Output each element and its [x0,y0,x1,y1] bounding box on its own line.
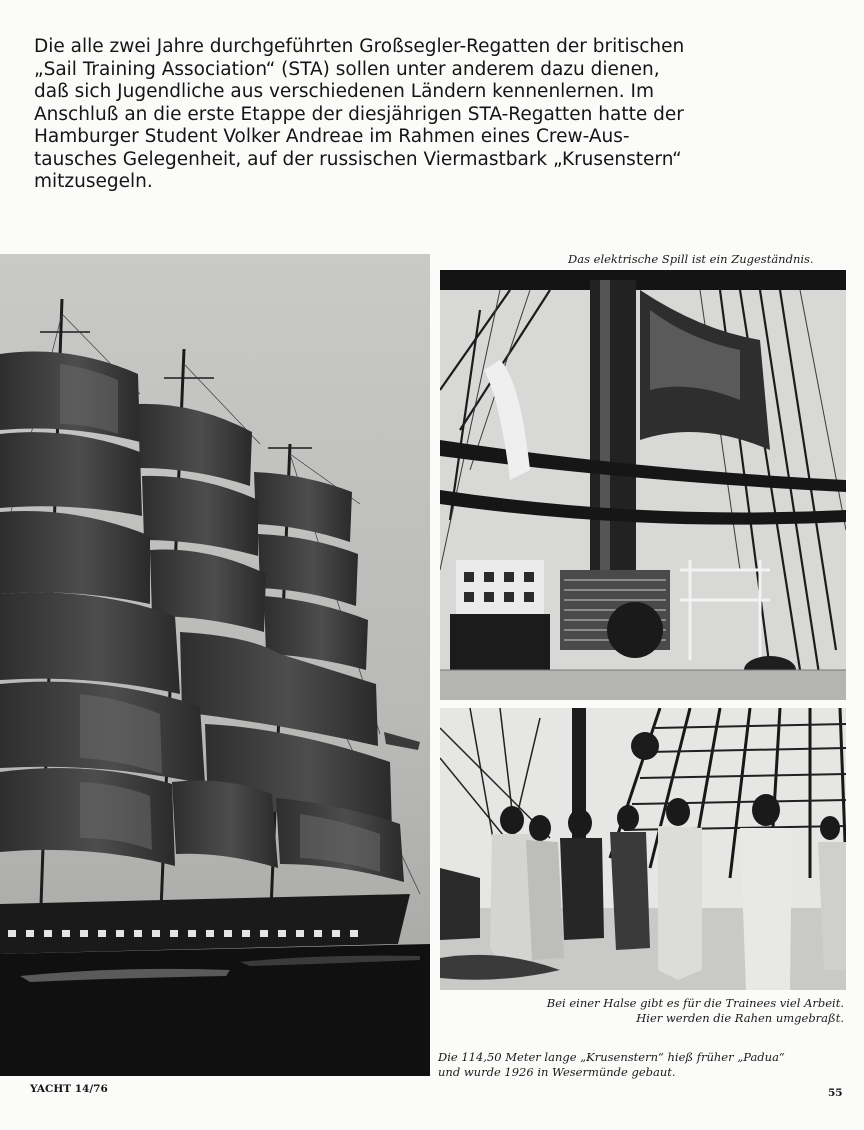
intro-line: tausches Gelegenheit, auf der russischen Viermastbark „Krusenstern“ [34,148,682,170]
crew-caption-line: Hier werden die Rahen umgebraßt. [636,1011,844,1025]
intro-line: Die alle zwei Jahre durchgeführten Großsegler-Regatten der britischen [34,36,685,57]
intro-paragraph [34,36,754,194]
magazine-issue: YACHT 14/76 [30,1083,108,1095]
crew-caption [436,996,844,1026]
crew-photo [440,708,846,990]
intro-line: daß sich Jugendliche aus verschiedenen Ländern kennenlernen. Im [34,81,655,102]
crew-caption-line: Bei einer Halse gibt es für die Trainees viel Arbeit. [546,996,844,1010]
ship-caption-line: Die 114,50 Meter lange „Krusenstern“ hieß früher „Padua“ [438,1050,785,1064]
intro-line: Anschluß an die erste Etappe der diesjährigen STA-Regatten hatte der [34,103,684,125]
ship-photo [0,254,430,1076]
ship-caption [438,1050,785,1080]
ship-caption-line: und wurde 1926 in Wesermünde gebaut. [438,1065,676,1079]
intro-line: Hamburger Student Volker Andreae im Rahmen eines Crew-Aus- [34,126,630,147]
intro-line: „Sail Training Association“ (STA) sollen unter anderem dazu dienen, [34,58,660,80]
winch-photo [440,270,846,700]
winch-caption: Das elektrische Spill ist ein Zugeständnis. [568,252,814,266]
page-number: 55 [828,1087,843,1099]
intro-line: mitzusegeln. [34,171,153,192]
